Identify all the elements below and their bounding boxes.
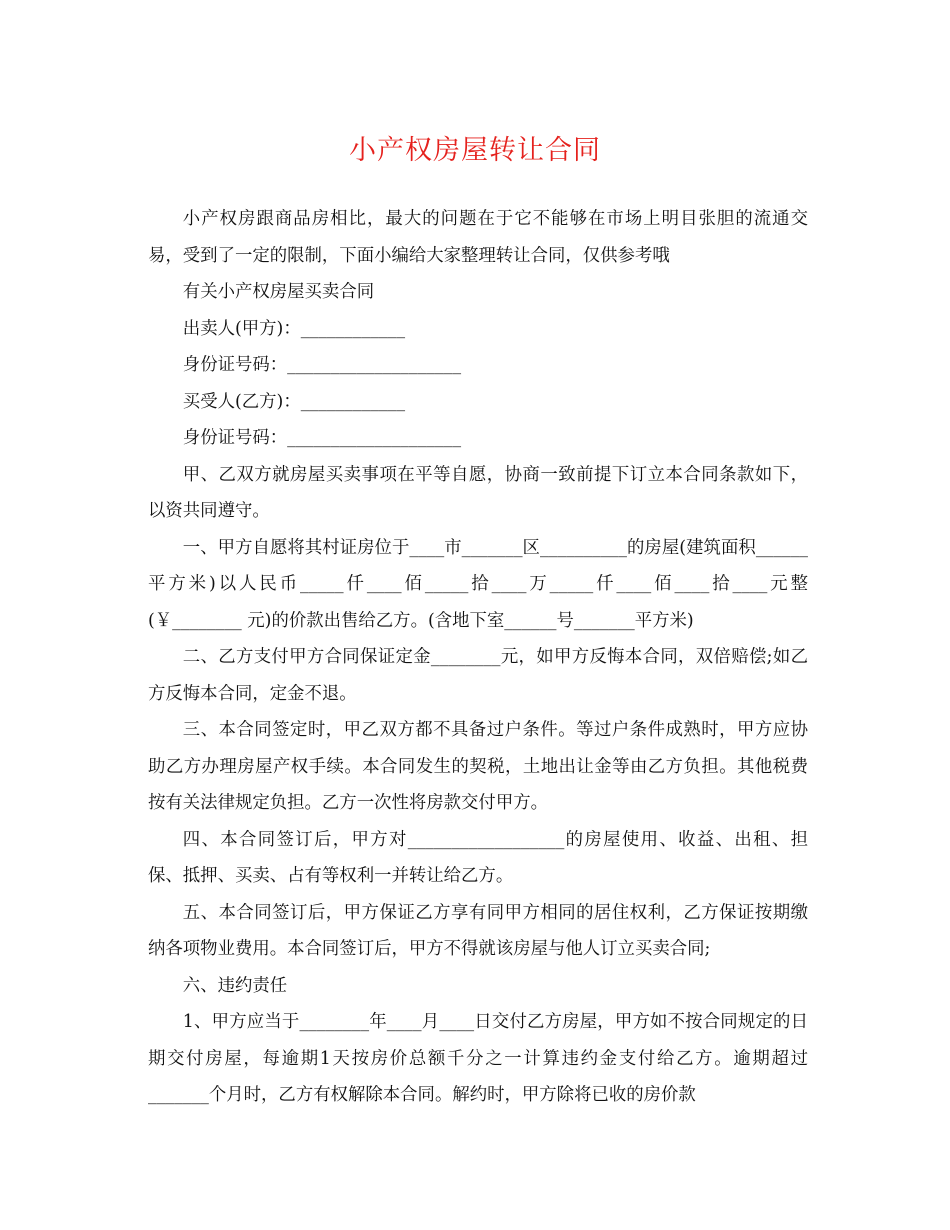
clause-6-heading: 六、违约责任	[182, 975, 288, 996]
clause-3: 三、本合同签定时，甲乙双方都不具备过户条件。等过户条件成熟时，甲方应协助乙方办理房屋产权手续。本合同发生的契税，土地出让金等由乙方负担。其他税费按有关法律规定负担。乙方一次性将房款交付甲方。	[148, 720, 808, 813]
clause-6-item-1: 1、甲方应当于________年____月____日交付乙方房屋，甲方如不按合同规定的日期交付房屋，每逾期1天按房价总额千分之一计算违约金支付给乙方。逾期超过_______个月时，乙方有权解除本合同。解约时，甲方除将已收的房价款	[148, 1012, 808, 1105]
clause-4: 四、本合同签订后，甲方对__________________的房屋使用、收益、出租、担保、抵押、买卖、占有等权利一并转让给乙方。	[148, 829, 808, 886]
clause-1: 一、甲方自愿将其村证房位于____市_______区__________的房屋(建筑面积______平方米)以人民币_____仟____佰_____拾____万_____仟____佰____拾____元整(￥________ 元)的价款出售给乙方。(含地下室______号_______平方米)	[148, 537, 808, 631]
document-body	[148, 201, 808, 1114]
preamble-paragraph: 甲、乙双方就房屋买卖事项在平等自愿，协商一致前提下订立本合同条款如下，以资共同遵守。	[148, 464, 808, 521]
intro-paragraph: 小产权房跟商品房相比，最大的问题在于它不能够在市场上明目张胆的流通交易，受到了一定的限制，下面小编给大家整理转让合同，仅供参考哦	[148, 209, 808, 266]
buyer-id-field: 身份证号码：____________________	[182, 428, 462, 448]
buyer-field: 买受人(乙方)：____________	[182, 391, 406, 412]
clause-5: 五、本合同签订后，甲方保证乙方享有同甲方相同的居住权利，乙方保证按期缴纳各项物业费用。本合同签订后，甲方不得就该房屋与他人订立买卖合同;	[148, 902, 808, 959]
document-title: 小产权房屋转让合同	[349, 135, 601, 166]
seller-field: 出卖人(甲方)：____________	[182, 318, 406, 339]
contract-heading: 有关小产权房屋买卖合同	[182, 282, 375, 302]
seller-id-field: 身份证号码：____________________	[182, 355, 462, 375]
clause-2: 二、乙方支付甲方合同保证定金________元，如甲方反悔本合同，双倍赔偿;如乙方反悔本合同，定金不退。	[148, 647, 808, 704]
